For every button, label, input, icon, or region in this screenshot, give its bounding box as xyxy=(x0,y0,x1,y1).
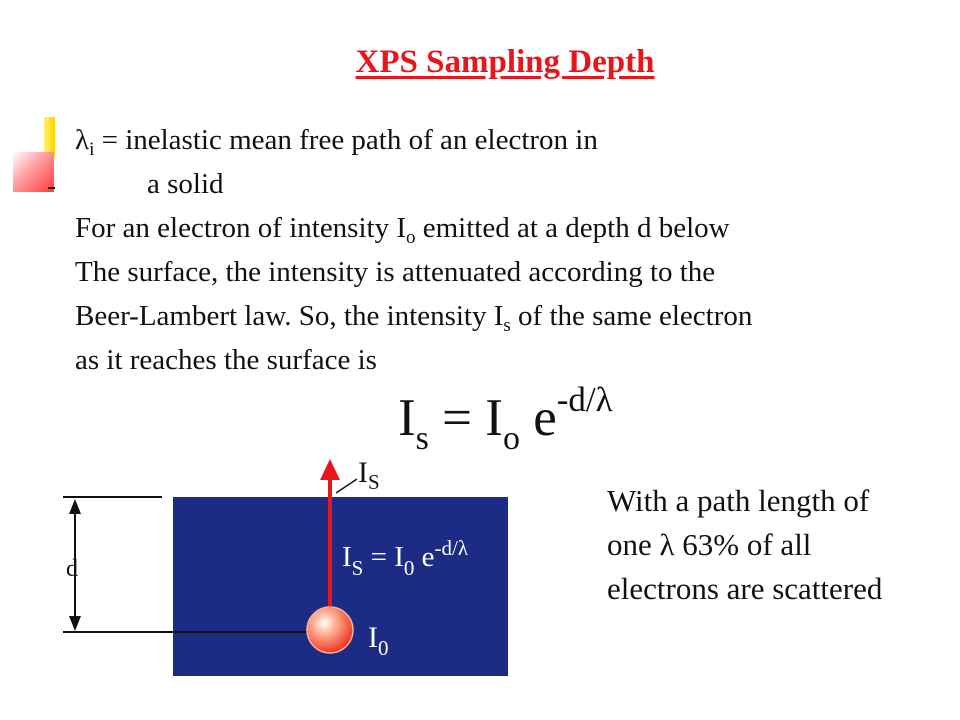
paragraph-line-2: The surface, the intensity is attenuated according to the xyxy=(75,256,716,288)
paragraph-line-4: as it reaches the surface is xyxy=(75,344,377,376)
paragraph-line-3: Beer-Lambert law. So, the intensity $I_s$ of the same electron xyxy=(75,300,753,336)
paragraph-line-1: For an electron of intensity $I_o$ emitted at a depth d below xyxy=(75,212,730,248)
definition-line-2: a solid xyxy=(147,168,224,200)
inner-attenuation-equation: $I_S = I_0$ $e^{-d/\lambda}$ xyxy=(342,536,469,580)
caption-line-1: With a path length of xyxy=(607,483,870,518)
initial-intensity-label: $I_0$ xyxy=(368,621,389,660)
caption-line-2: one λ 63% of all xyxy=(607,527,812,562)
caption-line-3: electrons are scattered xyxy=(607,571,883,606)
slide-title: XPS Sampling Depth xyxy=(355,44,655,80)
beer-lambert-equation: $I_s = I_o$ $e^{-d/\lambda}$ xyxy=(398,380,613,457)
electron-sphere xyxy=(307,607,353,653)
path-length-caption xyxy=(607,479,882,611)
surface-intensity-label: $I_S$ xyxy=(358,456,380,494)
is-leader-line xyxy=(336,479,357,493)
depth-label: d xyxy=(66,556,78,582)
definition-line-1: $\lambda_i$ = inelastic mean free path of an electron in xyxy=(75,124,598,160)
